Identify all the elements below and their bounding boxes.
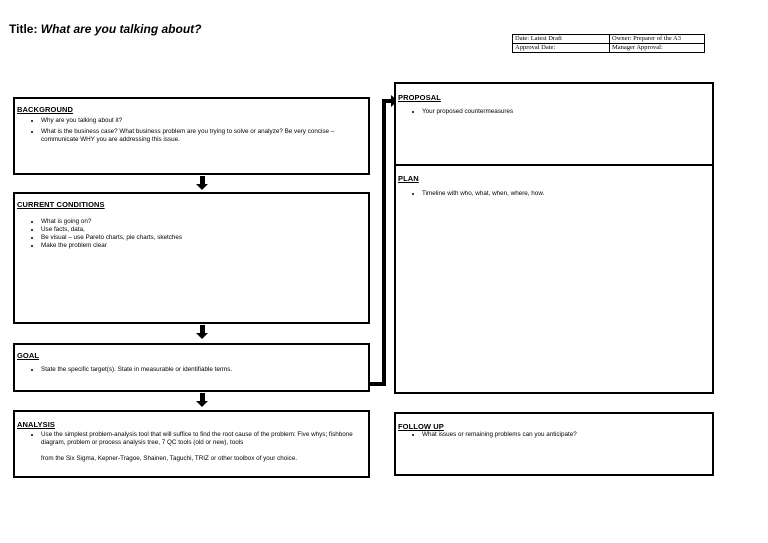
down-arrow-icon	[196, 176, 209, 191]
background-section	[13, 97, 370, 175]
approval-date-cell: Approval Date:	[513, 44, 610, 53]
analysis-item-text: Use the simplest problem-analysis tool that will suffice to find the root cause of the problem: Five whys; fishbone diagram, problem or process analysis tree, 7 QC tools (old or new), tools	[41, 431, 353, 446]
list-item: • Your proposed countermeasures	[422, 108, 706, 116]
date-cell: Date: Latest Draft	[513, 35, 610, 44]
list-item: • Timeline with who, what, when, where, how.	[422, 190, 706, 198]
analysis-item-continuation: from the Six Sigma, Kepner-Tragoe, Shainen, Taguchi, TRIZ or other toolbox of your choice.	[41, 455, 298, 462]
list-item	[41, 431, 362, 463]
approval-table	[512, 34, 705, 53]
analysis-heading: ANALYSIS	[17, 420, 56, 429]
plan-list	[396, 190, 712, 198]
proposal-plan-section	[394, 82, 714, 394]
background-list	[15, 117, 368, 144]
down-arrow-icon	[196, 393, 209, 408]
current-conditions-heading: CURRENT CONDITIONS	[17, 200, 105, 209]
background-heading: BACKGROUND	[17, 105, 73, 114]
proposal-heading: PROPOSAL	[398, 93, 441, 102]
analysis-section	[13, 410, 370, 478]
goal-list	[15, 366, 368, 374]
goal-section	[13, 343, 370, 392]
list-item: • Why are you talking about it?	[41, 117, 362, 125]
title-value: What are you talking about?	[40, 22, 202, 36]
goal-heading: GOAL	[17, 351, 40, 360]
page-title	[9, 22, 201, 36]
plan-heading: PLAN	[398, 174, 419, 183]
follow-up-section	[394, 412, 714, 476]
current-conditions-section	[13, 192, 370, 324]
title-label: Title:	[9, 22, 38, 36]
list-item: • What is going on?	[41, 218, 362, 226]
manager-approval-cell: Manager Approval:	[610, 44, 705, 53]
list-item: • What is the business case? What business problem are you trying to solve or analyze? Be very concise – communicate WHY you are addressing this issue.	[41, 128, 362, 144]
analysis-list	[15, 431, 368, 463]
owner-cell: Owner: Preparer of the A3	[610, 35, 705, 44]
list-item: • Use facts, data,	[41, 226, 362, 234]
list-item: • Make the problem clear	[41, 242, 362, 250]
down-arrow-icon	[196, 325, 209, 340]
plan-block	[396, 166, 712, 201]
list-item: • State the specific target(s). State in measurable or identifiable terms.	[41, 366, 362, 374]
follow-up-list	[396, 431, 712, 439]
proposal-list	[396, 108, 712, 116]
list-item: • Be visual – use Pareto charts, pie charts, sketches	[41, 234, 362, 242]
list-item: • What issues or remaining problems can you anticipate?	[422, 431, 706, 439]
current-conditions-list	[15, 218, 368, 250]
follow-up-heading: FOLLOW UP	[398, 422, 444, 431]
